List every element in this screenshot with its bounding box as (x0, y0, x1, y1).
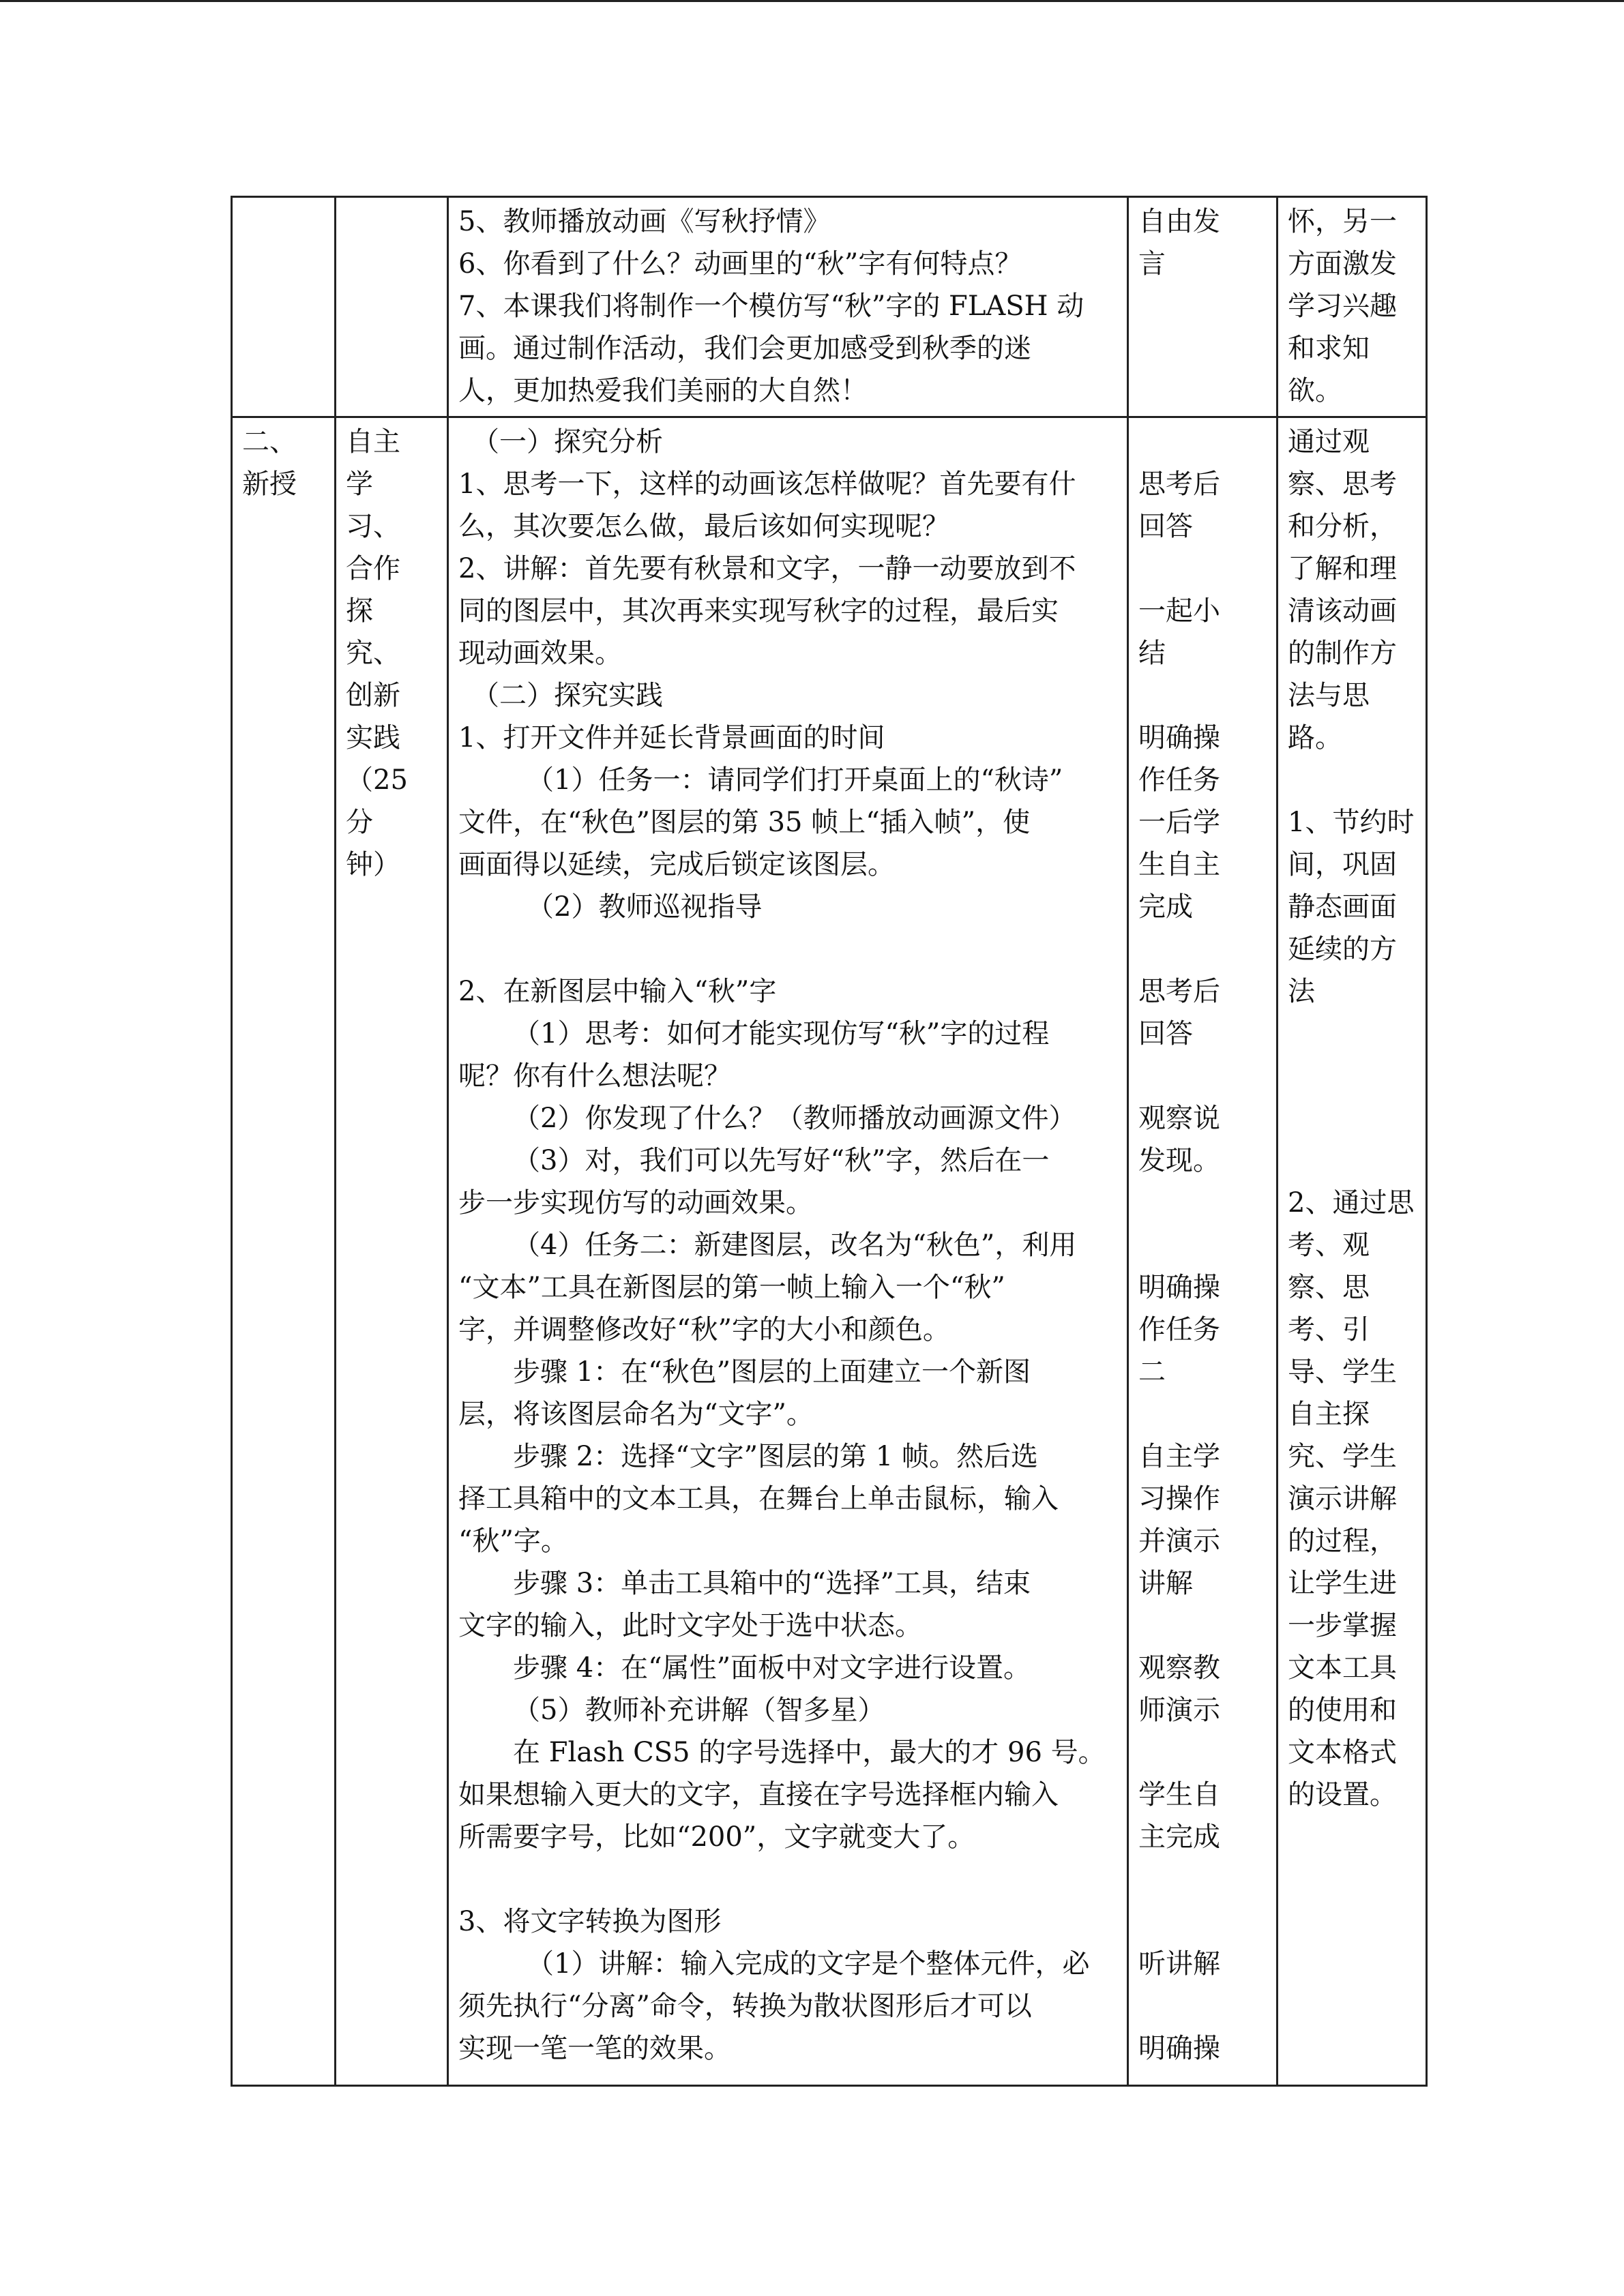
text-line: 通过观 (1288, 426, 1370, 458)
text-line: 思考后 (1138, 976, 1220, 1007)
text-line: 讲解 (1138, 1568, 1193, 1599)
text-line: 一起小 (1138, 595, 1220, 627)
text-line: 探 (346, 595, 373, 627)
text-line (1138, 1055, 1267, 1097)
text-line: 步一步实现仿写的动画效果。 (458, 1187, 813, 1219)
text-line: 呢？你有什么想法呢？ (458, 1060, 731, 1092)
text-line: 清该动画 (1288, 595, 1397, 627)
text-line: 发现。 (1138, 1145, 1220, 1176)
text-line: 方面激发 (1288, 248, 1397, 280)
learning-mode-cell (336, 417, 448, 2086)
text-line: 3、将文字转换为图形 (458, 1906, 722, 1937)
table-row-new-lesson (232, 417, 1427, 2086)
text-line: （二）探究实践 (472, 680, 663, 711)
lesson-plan-table (231, 196, 1428, 2087)
text-line (1138, 421, 1267, 463)
page-top-edge (0, 0, 1624, 2)
text-line: 考、引 (1288, 1314, 1370, 1345)
text-line: 步骤 2：选择“文字”图层的第 1 帧。然后选 (513, 1441, 1038, 1472)
text-line: 听讲解 (1138, 1948, 1220, 1980)
text-line: 1、思考一下，这样的动画该怎样做呢？首先要有什 (458, 468, 1076, 500)
text-line: “秋”字。 (458, 1525, 568, 1557)
text-line: 实现一笔一笔的效果。 (458, 2033, 731, 2064)
text-line: 究、学生 (1288, 1441, 1397, 1472)
text-line: 法 (1288, 976, 1315, 1007)
text-line: 的制作方 (1288, 638, 1397, 669)
text-line (1138, 1224, 1267, 1266)
text-line: 层，将该图层命名为“文字”。 (458, 1399, 814, 1430)
text-line: 所需要字号，比如“200”，文字就变大了。 (458, 1821, 975, 1853)
text-line: 学习兴趣 (1288, 290, 1397, 322)
text-line: 自主 (346, 426, 400, 458)
text-line: （一）探究分析 (472, 426, 663, 458)
text-line: 自主探 (1288, 1399, 1370, 1430)
text-line: 步骤 1：在“秋色”图层的上面建立一个新图 (513, 1356, 1031, 1388)
table-row-intro (232, 197, 1427, 417)
text-line: 和求知 (1288, 333, 1370, 364)
text-line: （2）教师巡视指导 (527, 891, 763, 923)
text-line (458, 928, 1117, 970)
text-line: 作任务 (1138, 764, 1220, 796)
text-line: 画面得以延续，完成后锁定该图层。 (458, 849, 895, 880)
text-line: 画。通过制作活动，我们会更加感受到秋季的迷 (458, 333, 1031, 364)
text-line: 文字的输入，此时文字处于选中状态。 (458, 1610, 922, 1641)
text-line: （1）思考：如何才能实现仿写“秋”字的过程 (513, 1018, 1050, 1049)
text-line: 回答 (1138, 1018, 1193, 1049)
text-line: 并演示 (1138, 1525, 1220, 1557)
text-line (1138, 1393, 1267, 1435)
text-line: 1、节约时 (1288, 807, 1415, 838)
text-line: 2、通过思 (1288, 1187, 1415, 1219)
text-line: 现动画效果。 (458, 638, 622, 669)
text-line: 2、在新图层中输入“秋”字 (458, 976, 777, 1007)
text-line: （1）任务一：请同学们打开桌面上的“秋诗” (527, 764, 1063, 796)
text-line: 文本格式 (1288, 1737, 1397, 1768)
text-line: 习操作 (1138, 1483, 1220, 1515)
content-cell (448, 197, 1128, 417)
text-line: 在 Flash CS5 的字号选择中，最大的才 96 号。 (513, 1737, 1106, 1768)
stage-cell (232, 417, 336, 2086)
text-line: 完成 (1138, 891, 1193, 923)
text-line (1138, 1182, 1267, 1224)
text-line: 明确操 (1138, 2033, 1220, 2064)
text-line: 文本工具 (1288, 1652, 1397, 1684)
text-line: 导、学生 (1288, 1356, 1397, 1388)
text-line: 回答 (1138, 511, 1193, 542)
text-line: 延续的方 (1288, 934, 1397, 965)
text-line: 路。 (1288, 722, 1342, 754)
text-line (1138, 1731, 1267, 1774)
text-line: 么，其次要怎么做，最后该如何实现呢？ (458, 511, 949, 542)
text-line: 二 (1138, 1356, 1166, 1388)
content-cell (448, 417, 1128, 2086)
text-line (1138, 1858, 1267, 1900)
text-line: 同的图层中，其次再来实现写秋字的过程，最后实 (458, 595, 1059, 627)
text-line: （2）你发现了什么？（教师播放动画源文件） (513, 1103, 1076, 1134)
stage-cell-empty (232, 197, 336, 417)
text-line: 自由发 (1138, 206, 1220, 237)
text-line: 合作 (346, 553, 400, 584)
text-line: 分 (346, 807, 373, 838)
text-line: （4）任务二：新建图层，改名为“秋色”，利用 (513, 1229, 1077, 1261)
text-line: 创新 (346, 680, 400, 711)
student-activity-cell (1128, 197, 1278, 417)
text-line: 生自主 (1138, 849, 1220, 880)
text-line: 人，更加热爱我们美丽的大自然！ (458, 375, 868, 406)
text-line: 师演示 (1138, 1695, 1220, 1726)
text-line: 欲。 (1288, 375, 1342, 406)
text-line: 主完成 (1138, 1821, 1220, 1853)
text-line: 结 (1138, 638, 1166, 669)
text-line: 究、 (346, 638, 400, 669)
text-line: 步骤 3：单击工具箱中的“选择”工具，结束 (513, 1568, 1031, 1599)
text-line: 观察说 (1138, 1103, 1220, 1134)
text-line: 的过程， (1288, 1525, 1397, 1557)
text-line: 作任务 (1138, 1314, 1220, 1345)
text-line: 如果想输入更大的文字，直接在字号选择框内输入 (458, 1779, 1059, 1810)
text-line: 步骤 4：在“属性”面板中对文字进行设置。 (513, 1652, 1031, 1684)
text-line: 文件，在“秋色”图层的第 35 帧上“插入帧”，使 (458, 807, 1031, 838)
text-line (1138, 674, 1267, 717)
text-line: 钟） (346, 849, 400, 880)
student-activity-cell (1128, 417, 1278, 2086)
text-line: 了解和理 (1288, 553, 1397, 584)
text-line: 观察教 (1138, 1652, 1220, 1684)
text-line (1138, 1985, 1267, 2027)
text-line: 察、思考 (1288, 468, 1397, 500)
text-line: 7、本课我们将制作一个模仿写“秋”字的 FLASH 动 (458, 290, 1084, 322)
text-line: “文本”工具在新图层的第一帧上输入一个“秋” (458, 1272, 1005, 1303)
text-line: 须先执行“分离”命令，转换为散状图形后才可以 (458, 1991, 1032, 2022)
text-line (458, 1858, 1117, 1900)
text-line: 二、 (242, 426, 297, 458)
text-line (1288, 1055, 1416, 1097)
text-line (1288, 1013, 1416, 1055)
text-line: 一步掌握 (1288, 1610, 1397, 1641)
text-line (1138, 548, 1267, 590)
text-line: 择工具箱中的文本工具，在舞台上单击鼠标，输入 (458, 1483, 1059, 1515)
text-line: 一后学 (1138, 807, 1220, 838)
text-line: （3）对，我们可以先写好“秋”字，然后在一 (513, 1145, 1050, 1176)
text-line: 实践 (346, 722, 400, 754)
text-line: 6、你看到了什么？动画里的“秋”字有何特点？ (458, 248, 1022, 280)
text-line: 怀，另一 (1288, 206, 1397, 237)
text-line: 静态画面 (1288, 891, 1397, 923)
text-line (1288, 1139, 1416, 1182)
design-purpose-cell (1278, 197, 1427, 417)
text-line: 的设置。 (1288, 1779, 1397, 1810)
text-line: 间，巩固 (1288, 849, 1397, 880)
text-line: 1、打开文件并延长背景画面的时间 (458, 722, 885, 754)
text-line: 学生自 (1138, 1779, 1220, 1810)
text-line: 5、教师播放动画《写秋抒情》 (458, 206, 831, 237)
text-line: 2、讲解：首先要有秋景和文字，一静一动要放到不 (458, 553, 1076, 584)
text-line: 法与思 (1288, 680, 1370, 711)
text-line: 演示讲解 (1288, 1483, 1397, 1515)
text-line: 明确操 (1138, 722, 1220, 754)
mode-cell-empty (336, 197, 448, 417)
text-line: 学 (346, 468, 373, 500)
text-line: 字，并调整修改好“秋”字的大小和颜色。 (458, 1314, 950, 1345)
text-line: 言 (1138, 248, 1166, 280)
text-line: 和分析， (1288, 511, 1397, 542)
text-line: 考、观 (1288, 1229, 1370, 1261)
text-line: 察、思 (1288, 1272, 1370, 1303)
text-line (1138, 1900, 1267, 1943)
text-line: （25 (346, 764, 408, 796)
text-line (1138, 928, 1267, 970)
text-line: （1）讲解：输入完成的文字是个整体元件，必 (527, 1948, 1090, 1980)
text-line (1138, 1605, 1267, 1647)
text-line: 明确操 (1138, 1272, 1220, 1303)
text-line: 思考后 (1138, 468, 1220, 500)
text-line: （5）教师补充讲解（智多星） (513, 1695, 885, 1726)
text-line: 习、 (346, 511, 400, 542)
text-line (1288, 1097, 1416, 1139)
text-line: 新授 (242, 468, 297, 500)
text-line: 的使用和 (1288, 1695, 1397, 1726)
design-purpose-cell (1278, 417, 1427, 2086)
text-line: 自主学 (1138, 1441, 1220, 1472)
text-line: 让学生进 (1288, 1568, 1397, 1599)
text-line (1288, 759, 1416, 801)
